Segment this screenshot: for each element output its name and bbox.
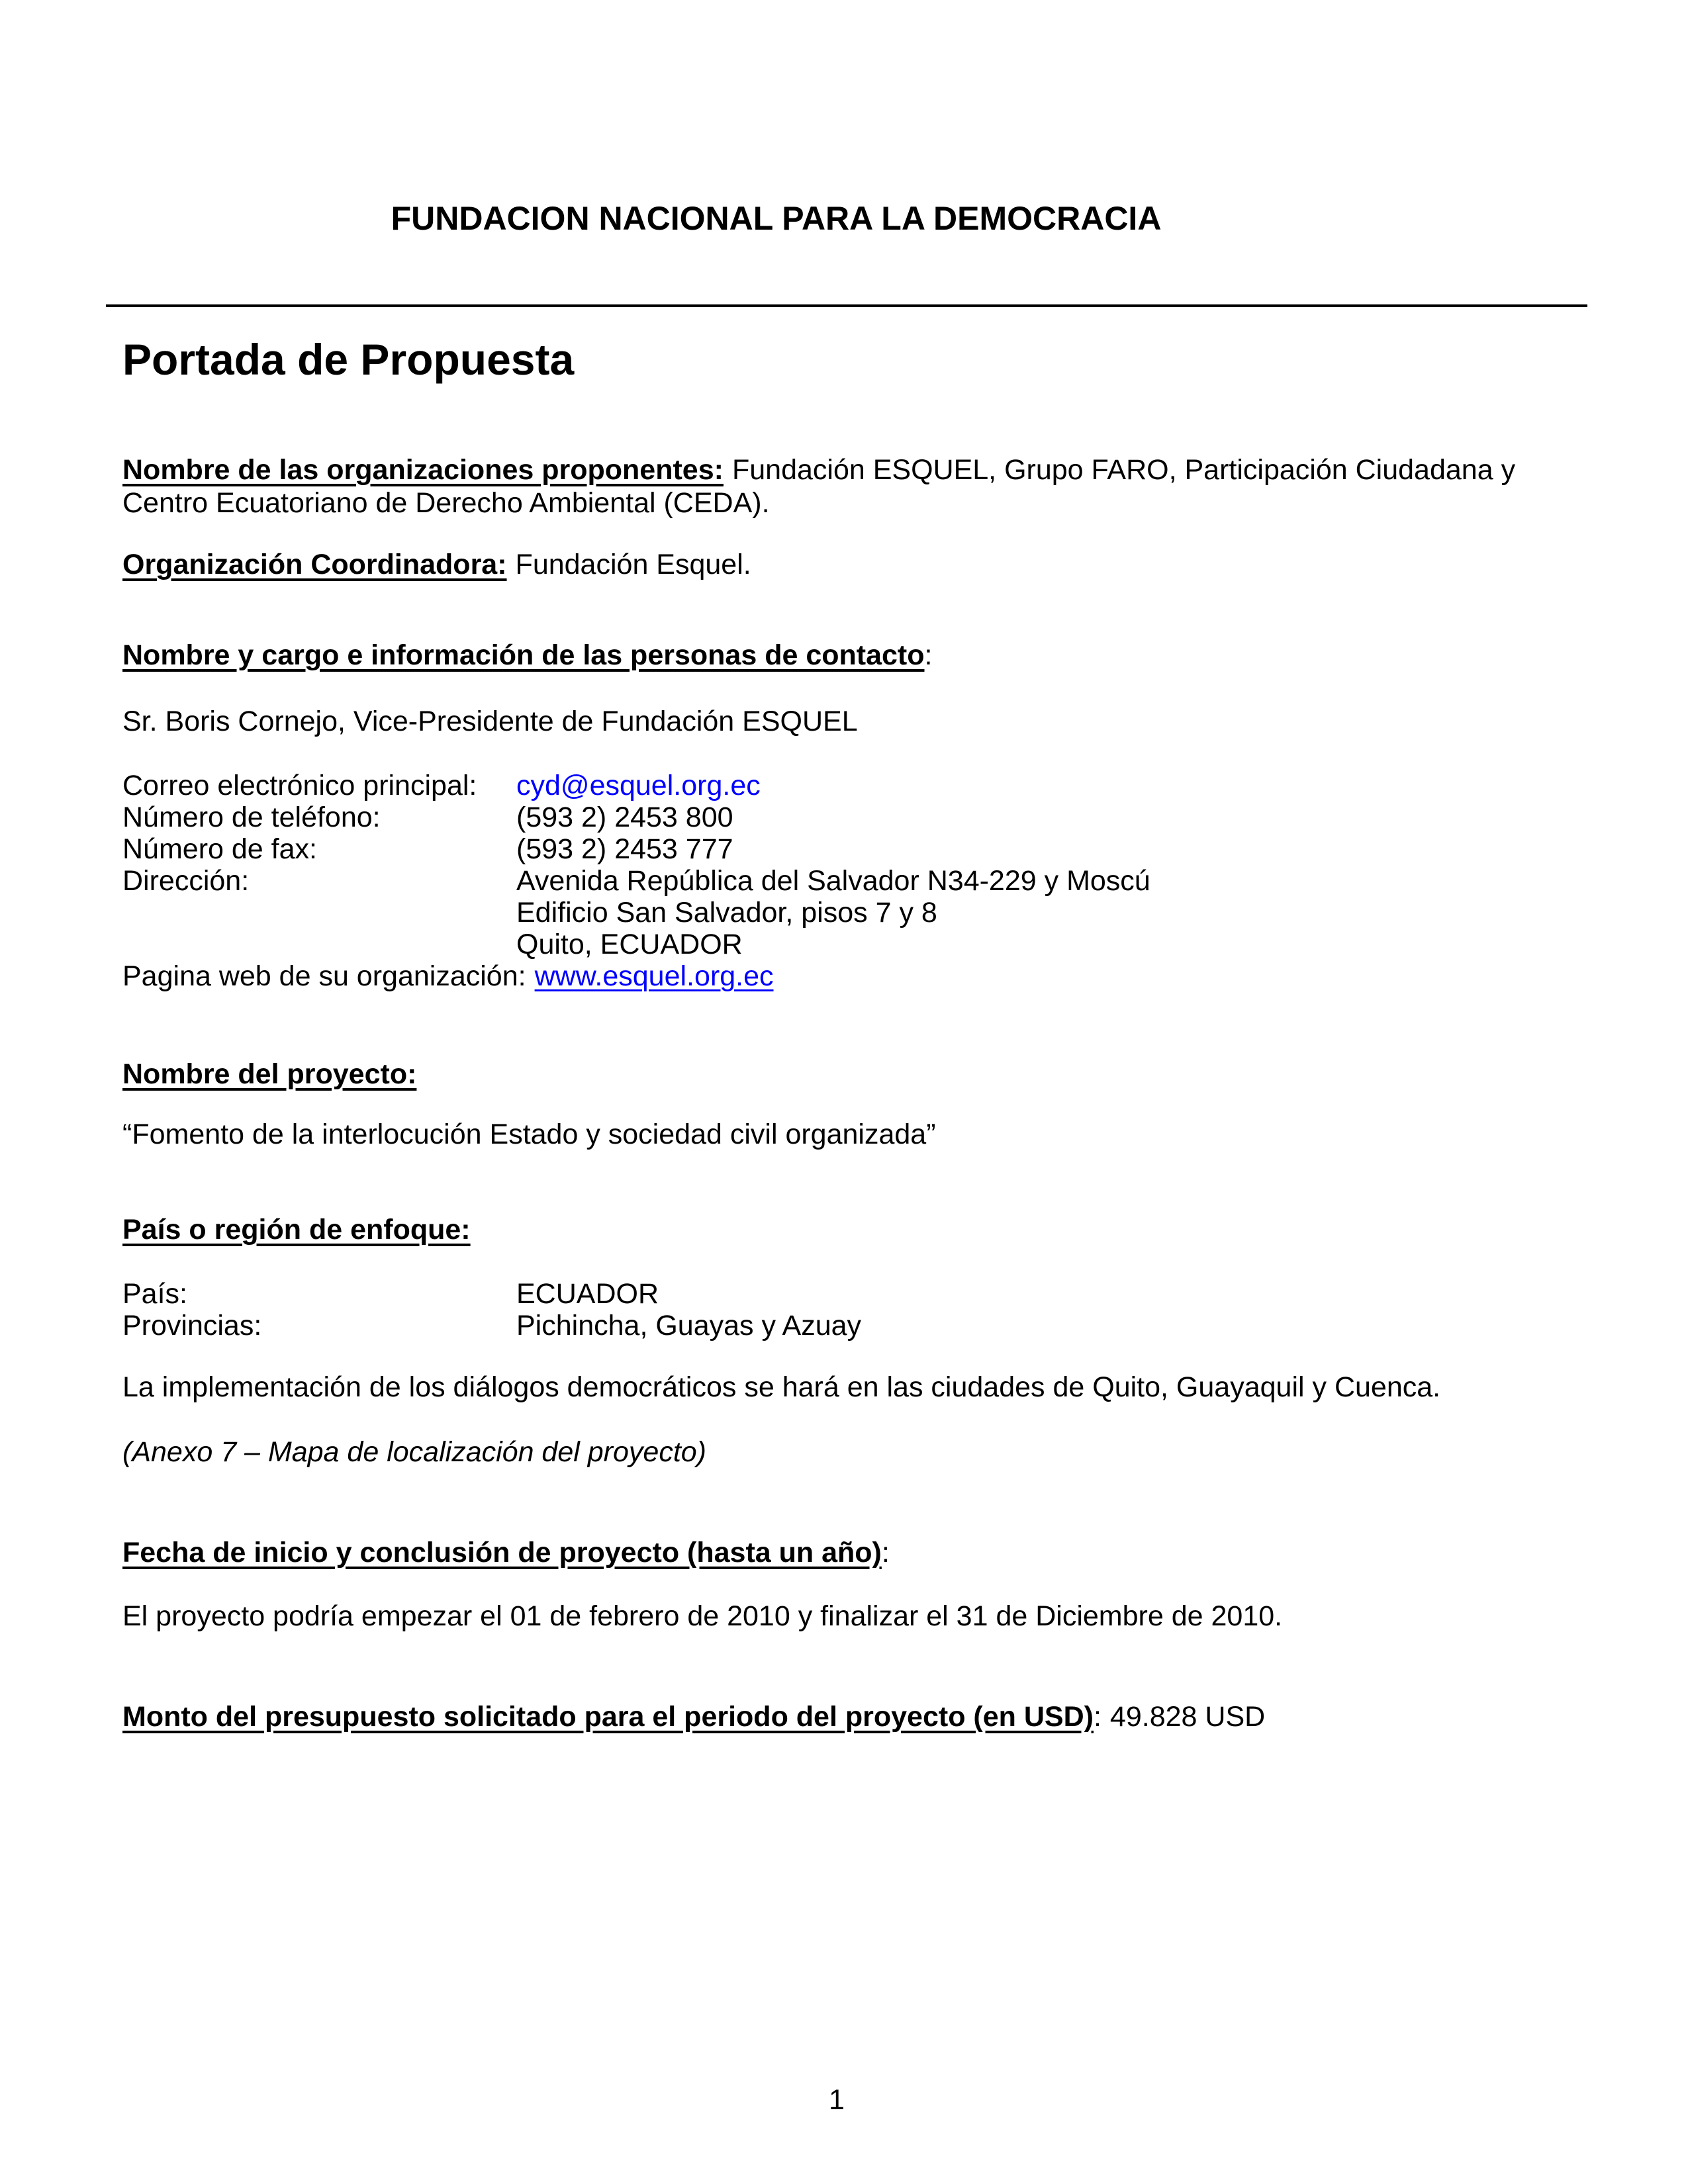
provinces-value: Pichincha, Guayas y Azuay <box>516 1310 862 1342</box>
budget-colon: : <box>1093 1701 1102 1733</box>
row-label: Número de teléfono: <box>122 801 381 833</box>
budget-amount: 49.828 USD <box>1109 1701 1266 1733</box>
proponents-label: Nombre de las organizaciones proponentes: <box>122 454 724 486</box>
dates-heading <box>122 1536 1587 1569</box>
table-row <box>122 865 1587 897</box>
contact-person: Sr. Boris Cornejo, Vice-Presidente de Fundación ESQUEL <box>122 705 858 737</box>
budget-paragraph <box>122 1700 1587 1733</box>
contact-heading-label: Nombre y cargo e información de las personas de contacto <box>122 639 925 671</box>
table-row <box>122 801 1587 833</box>
table-row <box>122 929 1587 960</box>
row-label <box>122 929 516 960</box>
region-table <box>122 1278 1587 1342</box>
table-row <box>122 833 1587 865</box>
region-heading-label: País o región de enfoque: <box>122 1214 471 1246</box>
project-name-heading <box>122 1058 1587 1091</box>
provinces-row <box>122 1310 1587 1342</box>
contact-heading-colon: : <box>924 639 933 671</box>
provinces-label: Provincias: <box>122 1310 262 1342</box>
country-label: País: <box>122 1278 187 1310</box>
row-value: Quito, ECUADOR <box>516 929 743 960</box>
region-heading <box>122 1213 1587 1246</box>
website-row <box>122 960 1587 992</box>
row-label: Número de fax: <box>122 833 317 865</box>
dates-heading-colon: : <box>881 1537 890 1569</box>
coordinator-paragraph <box>122 548 1587 581</box>
dates-heading-label: Fecha de inicio y conclusión de proyecto (hasta un año) <box>122 1537 882 1569</box>
budget-label: Monto del presupuesto solicitado para el periodo del proyecto (en USD) <box>122 1701 1094 1733</box>
row-value: (593 2) 2453 800 <box>516 801 733 833</box>
row-value: (593 2) 2453 777 <box>516 833 733 865</box>
project-name-label: Nombre del proyecto: <box>122 1058 417 1090</box>
website-label: Pagina web de su organización: <box>122 960 526 992</box>
implementation-note: La implementación de los diálogos democráticos se hará en las ciudades de Quito, Guayaquil y Cuenca. <box>122 1371 1441 1403</box>
page-number: 1 <box>829 2084 845 2116</box>
proponents-value: Fundación ESQUEL, Grupo FARO, Participación Ciudadana y Centro Ecuatoriano de Derecho Ambiental (CEDA). <box>122 454 1516 519</box>
row-label <box>122 897 516 929</box>
org-header-title: FUNDACION NACIONAL PARA LA DEMOCRACIA <box>391 200 1162 237</box>
table-row <box>122 897 1587 929</box>
row-label: Dirección: <box>122 865 250 897</box>
contact-table <box>122 770 1587 992</box>
project-name-value: “Fomento de la interlocución Estado y sociedad civil organizada” <box>122 1118 936 1150</box>
proponents-paragraph <box>122 453 1587 520</box>
country-row <box>122 1278 1587 1310</box>
table-row <box>122 770 1587 801</box>
contact-heading <box>122 639 1587 672</box>
row-value: Edificio San Salvador, pisos 7 y 8 <box>516 897 937 929</box>
website-link[interactable]: www.esquel.org.ec <box>534 960 774 992</box>
email-link[interactable]: cyd@esquel.org.ec <box>516 770 761 801</box>
page-title: Portada de Propuesta <box>122 335 575 384</box>
divider-rule <box>106 304 1587 307</box>
dates-text: El proyecto podría empezar el 01 de febrero de 2010 y finalizar el 31 de Diciembre de 2010. <box>122 1600 1283 1632</box>
coordinator-label: Organización Coordinadora: <box>122 549 507 580</box>
annex-note: (Anexo 7 – Mapa de localización del proyecto) <box>122 1436 707 1468</box>
row-label: Correo electrónico principal: <box>122 770 477 801</box>
coordinator-value: Fundación Esquel. <box>515 549 751 580</box>
row-value: Avenida República del Salvador N34-229 y Moscú <box>516 865 1150 897</box>
country-value: ECUADOR <box>516 1278 659 1310</box>
